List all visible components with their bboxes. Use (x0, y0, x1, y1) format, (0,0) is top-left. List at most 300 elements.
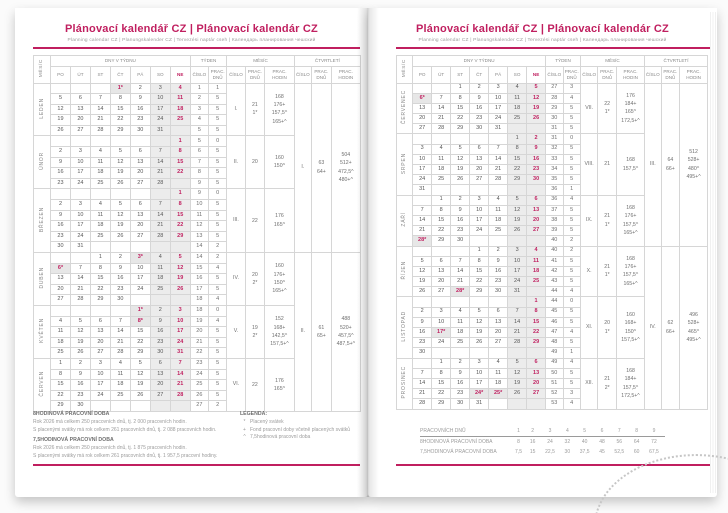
day-cell: 2 (130, 83, 150, 94)
day-cell: 8 (432, 368, 451, 378)
day-cell (413, 358, 432, 368)
day-cell: 25 (51, 348, 71, 359)
day-cell: 25 (170, 115, 190, 126)
legend-text: 7,5hodinová pracovní doba (250, 434, 311, 441)
month-hours-line: 168 (275, 93, 284, 100)
month-workdays-line: 22 (252, 381, 258, 388)
week-workdays-cell: 5 (563, 266, 580, 276)
day-cell: 6 (130, 147, 150, 158)
day-cell: 10 (489, 93, 508, 103)
day-cell: 28 (489, 175, 508, 185)
day-cell: 13 (51, 274, 71, 285)
day-cell: 17 (470, 378, 489, 388)
month-name-cell (34, 305, 51, 358)
week-workdays-cell: 2 (563, 236, 580, 246)
day-cell: 1 (451, 83, 470, 93)
header-group-ctvrtleti: ČTVRTLETÍ (294, 55, 360, 66)
day-cell: 11 (90, 210, 110, 221)
day-cell: 19 (413, 277, 432, 287)
header-day-so: SO (150, 66, 170, 83)
day-cell: 21 (489, 165, 508, 175)
month-name-label: ČERVENEC (401, 90, 408, 125)
day-cell (110, 242, 130, 253)
week-row (34, 83, 361, 94)
day-cell: 3 (70, 147, 90, 158)
hours-reference-table (420, 426, 665, 457)
day-cell: 15 (110, 104, 130, 115)
week-number-cell: 27 (546, 83, 563, 93)
day-cell: 13 (413, 103, 432, 113)
day-cell (90, 305, 110, 316)
month-hours-line: 150^ (624, 328, 637, 335)
header-day-út: ÚT (70, 66, 90, 83)
day-cell: 9 (413, 317, 432, 327)
planning-table (33, 55, 361, 412)
day-cell (451, 185, 470, 195)
day-cell: 5 (527, 83, 546, 93)
day-cell: 29 (110, 125, 130, 136)
week-workdays-cell: 1 (563, 185, 580, 195)
month-hours-line: 168 (626, 204, 635, 211)
week-workdays-cell: 5 (209, 337, 227, 348)
month-roman-cell: I. (227, 83, 245, 136)
hours-table-header-value: 8 (630, 426, 643, 437)
day-cell: 16 (451, 378, 470, 388)
day-cell: 5 (170, 253, 190, 264)
day-cell: 26 (527, 114, 546, 124)
week-number-cell: 21 (190, 337, 208, 348)
legend-symbol: ^ (243, 434, 246, 441)
day-cell: 10 (470, 205, 489, 215)
day-cell: 30 (470, 124, 489, 134)
day-cell: 10 (130, 263, 150, 274)
day-cell: 17 (489, 103, 508, 113)
hours-table-value: 7,5 (515, 449, 522, 455)
day-cell: 4 (51, 316, 71, 327)
week-workdays-cell: 4 (563, 287, 580, 297)
day-cell: 2 (51, 200, 71, 211)
day-cell: 20 (527, 215, 546, 225)
day-cell (527, 287, 546, 297)
week-workdays-cell: 2 (209, 253, 227, 264)
month-workdays-line: 1* (604, 272, 610, 279)
day-cell: 1 (432, 358, 451, 368)
month-hours-line: 168 (626, 157, 635, 164)
day-cell: 9 (130, 94, 150, 105)
day-cell (413, 134, 432, 144)
week-workdays-cell: 5 (563, 205, 580, 215)
week-number-cell: 40 (546, 246, 563, 256)
month-hours-line: 168 (626, 255, 635, 262)
week-workdays-cell: 5 (563, 165, 580, 175)
header-mesic-vertical-label: MĚSÍC (401, 59, 407, 78)
day-cell: 27 (489, 338, 508, 348)
month-name-cell (397, 246, 413, 297)
month-name-cell (397, 134, 413, 195)
week-number-cell: 3 (190, 104, 208, 115)
month-roman-cell: XI. (580, 297, 597, 358)
day-cell: 4 (90, 147, 110, 158)
hours-table-value: 37,5 (579, 449, 590, 455)
month-name-label: ŘÍJEN (401, 260, 408, 280)
day-cell: 28 (110, 348, 130, 359)
day-cell: 6 (489, 307, 508, 317)
day-cell (527, 236, 546, 246)
month-hours-line: 160 (275, 263, 284, 270)
month-hours-line: 157,5^ (622, 272, 639, 279)
day-cell (432, 297, 451, 307)
day-cell: 16 (51, 221, 71, 232)
legend-item (242, 419, 358, 427)
day-cell (432, 246, 451, 256)
quarter-workdays-line: 63 (318, 160, 325, 167)
week-number-cell: 36 (546, 195, 563, 205)
month-hours-cell (265, 83, 294, 136)
day-cell: 19 (51, 115, 71, 126)
day-cell: 2 (451, 358, 470, 368)
day-cell: 13 (489, 317, 508, 327)
day-cell (150, 242, 170, 253)
quarter-hours-line: 487,5+^ (336, 341, 356, 348)
week-workdays-cell: 5 (209, 104, 227, 115)
week-number-cell: 1 (190, 83, 208, 94)
hours-table-header-row (420, 426, 665, 437)
day-cell (527, 399, 546, 409)
day-cell: 21 (508, 328, 527, 338)
month-name-cell (397, 83, 413, 134)
quarter-hours-line: 504 (341, 152, 351, 159)
day-cell: 5 (470, 307, 489, 317)
header-sub-prac_dnu: PRAC. DNŮ (598, 66, 617, 83)
day-cell (130, 189, 150, 200)
day-cell: 3 (90, 358, 110, 369)
day-cell (150, 189, 170, 200)
day-cell (508, 124, 527, 134)
day-cell: 14 (489, 154, 508, 164)
quarter-workdays-cell (312, 83, 332, 253)
day-cell: 18 (432, 165, 451, 175)
week-number-cell: 44 (546, 287, 563, 297)
week-number-cell: 52 (546, 389, 563, 399)
header-group-dny: DNY V TÝDNU (413, 55, 546, 66)
day-cell: 17 (130, 274, 150, 285)
month-hours-line: 172,5+^ (621, 392, 640, 399)
day-cell: 16 (130, 104, 150, 115)
worktime-line: Rok 2026 má celkem 250 pracovních dnů, tj. 2 000 pracovních hodin. (33, 419, 187, 426)
day-cell: 15 (170, 210, 190, 221)
quarter-hours-cell (331, 253, 360, 412)
day-cell: 18 (150, 274, 170, 285)
day-cell: 12 (508, 368, 527, 378)
quarter-hours-cell (680, 83, 708, 246)
day-cell: 17 (470, 215, 489, 225)
week-number-cell: 12 (190, 221, 208, 232)
day-cell: 20 (470, 165, 489, 175)
week-number-cell: 7 (190, 157, 208, 168)
day-cell: 5 (451, 144, 470, 154)
day-cell: 3 (470, 195, 489, 205)
day-cell: 5 (413, 256, 432, 266)
legend-symbol: * (243, 419, 246, 426)
worktime-line: Rok 2026 má celkem 250 pracovních dnů, tj. 1 875 pracovních hodin. (33, 445, 187, 451)
month-hours-cell (617, 246, 645, 297)
week-workdays-cell: 1 (209, 83, 227, 94)
hours-table-header-value: 2 (526, 426, 539, 437)
day-cell: 29 (130, 348, 150, 359)
week-number-cell: 14 (190, 242, 208, 253)
month-hours-cell (265, 305, 294, 358)
month-name-cell (34, 253, 51, 306)
day-cell: 13 (432, 266, 451, 276)
day-cell: 19 (110, 221, 130, 232)
day-cell (70, 305, 90, 316)
quarter-workdays-line: 66+ (665, 165, 675, 172)
day-cell: 28* (451, 287, 470, 297)
month-hours-line: 157,5^ (271, 110, 288, 117)
week-workdays-cell: 5 (209, 380, 227, 391)
header-day-ne: NE (170, 66, 190, 83)
day-cell: 7 (70, 263, 90, 274)
day-cell: 26 (413, 287, 432, 297)
day-cell: 12 (110, 210, 130, 221)
day-cell: 18 (90, 168, 110, 179)
day-cell: 22 (470, 277, 489, 287)
day-cell: 13 (527, 205, 546, 215)
header-sub-prac_hodin: PRAC. HODIN (331, 66, 360, 83)
month-hours-line: 176+ (624, 264, 637, 271)
worktime-line: S placenými svátky má rok celkem 261 pracovních dnů, tj. 2 088 pracovních hodin. (33, 426, 217, 433)
header-day-út: ÚT (432, 66, 451, 83)
month-hours-line: 150^ (273, 163, 286, 170)
day-cell: 6 (150, 358, 170, 369)
month-hours-line: 184+ (624, 101, 637, 108)
month-hours-line: 157,5^ (622, 221, 639, 228)
day-cell: 19 (130, 380, 150, 391)
week-workdays-cell: 3 (563, 83, 580, 93)
day-cell: 2 (451, 195, 470, 205)
day-cell (489, 399, 508, 409)
day-cell: 27 (150, 390, 170, 401)
day-cell: 12 (110, 157, 130, 168)
day-cell: 19 (170, 274, 190, 285)
day-cell: 21 (150, 168, 170, 179)
day-cell (527, 124, 546, 134)
day-cell (451, 246, 470, 256)
month-name-label: SRPEN (401, 152, 408, 174)
month-hours-line: 165+^ (623, 229, 638, 236)
day-cell: 31 (489, 124, 508, 134)
week-workdays-cell: 5 (563, 175, 580, 185)
day-cell: 22 (170, 168, 190, 179)
header-sub-cislo: ČÍSLO (645, 66, 661, 83)
day-cell: 27 (470, 175, 489, 185)
day-cell: 10 (90, 369, 110, 380)
week-workdays-cell: 5 (209, 178, 227, 189)
week-number-cell: 2 (190, 94, 208, 105)
day-cell: 2 (150, 305, 170, 316)
day-cell: 12 (130, 369, 150, 380)
month-roman-cell: IX. (580, 195, 597, 246)
day-cell (413, 246, 432, 256)
day-cell: 26 (51, 125, 71, 136)
day-cell: 21 (413, 389, 432, 399)
day-cell: 31 (70, 242, 90, 253)
header-sub-cislo: ČÍSLO (294, 66, 311, 83)
week-number-cell: 26 (190, 390, 208, 401)
week-number-cell: 5 (190, 136, 208, 147)
day-cell: 11 (432, 154, 451, 164)
day-cell: 20 (527, 378, 546, 388)
month-workdays-line: 20 (252, 271, 258, 278)
page-right (368, 8, 717, 497)
page-subtitle: Planning calendar CZ | Planungskalender CZ | Tervezési naptár cseh | Календарь планирования чешский (418, 38, 667, 43)
week-number-cell: 32 (546, 144, 563, 154)
day-cell (110, 401, 130, 412)
day-cell: 9 (150, 316, 170, 327)
week-number-cell: 30 (546, 114, 563, 124)
week-workdays-cell: 5 (209, 157, 227, 168)
day-cell: 15 (51, 380, 71, 391)
day-cell: 14 (413, 378, 432, 388)
day-cell: 15 (451, 103, 470, 113)
month-workdays-line: 20 (252, 159, 258, 166)
quarter-hours-line: 472,5^ (338, 168, 354, 175)
day-cell: 6 (527, 195, 546, 205)
day-cell (508, 297, 527, 307)
day-cell: 19 (110, 168, 130, 179)
day-cell: 20 (489, 328, 508, 338)
week-number-cell: 10 (190, 200, 208, 211)
header-mesic-vertical-label: MĚSÍC (39, 59, 45, 78)
week-workdays-cell: 5 (563, 378, 580, 388)
day-cell: 13 (527, 368, 546, 378)
day-cell: 4 (489, 195, 508, 205)
day-cell: 4 (90, 200, 110, 211)
day-cell: 23 (451, 226, 470, 236)
hours-table-value: 72 (651, 439, 657, 445)
week-number-cell: 45 (546, 307, 563, 317)
month-hours-cell (617, 195, 645, 246)
day-cell: 5 (130, 358, 150, 369)
month-workdays-cell (245, 305, 265, 358)
month-workdays-line: 21 (604, 376, 611, 383)
week-number-cell: 37 (546, 205, 563, 215)
day-cell: 6* (413, 93, 432, 103)
day-cell (170, 295, 190, 306)
hours-table-header-value: 9 (643, 426, 665, 437)
header-sub-prac_dnu: PRAC. DNŮ (312, 66, 332, 83)
day-cell: 17 (508, 266, 527, 276)
day-cell (432, 134, 451, 144)
month-roman-cell: V. (227, 305, 245, 358)
day-cell: 7 (170, 358, 190, 369)
day-cell: 1 (508, 134, 527, 144)
month-workdays-line: 1* (604, 109, 610, 116)
week-number-cell: 44 (546, 297, 563, 307)
day-cell: 7 (413, 205, 432, 215)
quarter-roman-cell: III. (645, 83, 661, 246)
day-cell: 28* (413, 236, 432, 246)
day-cell: 22 (451, 114, 470, 124)
month-hours-line: 176+ (273, 102, 286, 109)
day-cell: 29 (508, 175, 527, 185)
quarter-workdays-line: 66+ (665, 328, 675, 335)
hours-table-header-value: 1 (511, 426, 527, 437)
month-name-label: ÚNOR (38, 152, 45, 171)
day-cell: 7 (451, 256, 470, 266)
day-cell: 10 (413, 154, 432, 164)
day-cell: 24 (489, 114, 508, 124)
day-cell: 21 (70, 284, 90, 295)
day-cell (470, 348, 489, 358)
header-sub-cislo: ČÍSLO (580, 66, 597, 83)
day-cell: 4 (451, 307, 470, 317)
day-cell: 26 (110, 231, 130, 242)
week-workdays-cell: 5 (563, 368, 580, 378)
day-cell: 5 (508, 358, 527, 368)
day-cell: 10 (70, 157, 90, 168)
header-sub-cislo: ČÍSLO (190, 66, 208, 83)
day-cell: 25* (489, 389, 508, 399)
day-cell: 6 (70, 94, 90, 105)
day-cell: 24 (508, 277, 527, 287)
day-cell (489, 236, 508, 246)
day-cell: 23 (451, 389, 470, 399)
day-cell (451, 348, 470, 358)
week-number-cell: 24 (190, 369, 208, 380)
month-roman-cell: III. (227, 189, 245, 253)
day-cell: 1 (170, 136, 190, 147)
week-number-cell: 36 (546, 185, 563, 195)
hours-table-value: 8 (517, 439, 520, 445)
month-name-label: DUBEN (38, 266, 45, 289)
day-cell (90, 242, 110, 253)
hours-table-value: 52,5 (614, 449, 625, 455)
week-number-cell: 42 (546, 266, 563, 276)
month-name-label: ČERVEN (38, 370, 45, 397)
day-cell: 4 (489, 358, 508, 368)
day-cell: 7 (90, 94, 110, 105)
day-cell: 25 (90, 178, 110, 189)
day-cell: 11 (508, 93, 527, 103)
day-cell: 29 (527, 338, 546, 348)
day-cell (70, 189, 90, 200)
day-cell: 31 (413, 185, 432, 195)
day-cell: 3 (150, 83, 170, 94)
day-cell: 17 (70, 168, 90, 179)
quarter-hours-line: 528+ (687, 320, 700, 327)
month-hours-line: 157,5^ (622, 165, 639, 172)
day-cell: 19 (527, 103, 546, 113)
day-cell: 27 (527, 226, 546, 236)
day-cell: 12 (470, 317, 489, 327)
week-workdays-cell: 5 (209, 94, 227, 105)
quarter-workdays-cell (661, 83, 680, 246)
header-mesic-vertical (397, 55, 413, 83)
page-title: Plánovací kalendář CZ | Plánovací kalendár CZ (65, 23, 318, 35)
hours-table-value: 56 (616, 439, 623, 445)
month-workdays-line: 2* (252, 279, 258, 286)
day-cell: 16 (451, 215, 470, 225)
day-cell: 24 (130, 284, 150, 295)
header-group-mesic: MĚSÍC (227, 55, 294, 66)
day-cell (170, 178, 190, 189)
day-cell: 8 (90, 263, 110, 274)
day-cell (110, 305, 130, 316)
day-cell: 12 (451, 154, 470, 164)
day-cell: 14 (90, 104, 110, 115)
day-cell: 7 (150, 200, 170, 211)
